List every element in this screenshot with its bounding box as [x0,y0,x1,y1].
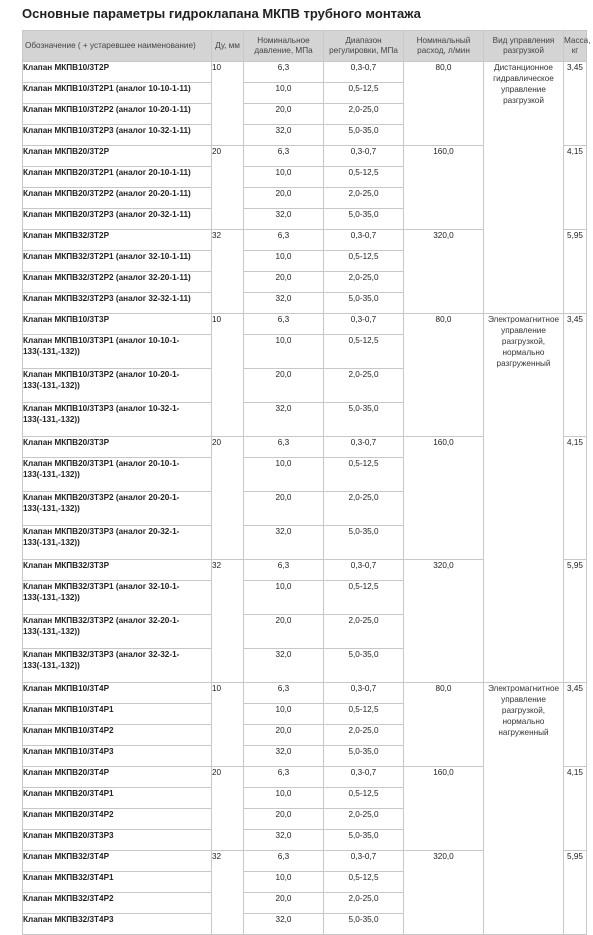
cell-range: 5,0-35,0 [324,403,404,437]
cell-range: 5,0-35,0 [324,746,404,767]
header-row [23,31,587,62]
table-row [23,314,587,335]
table-row [23,683,587,704]
cell-pressure: 6,3 [244,62,324,83]
cell-flow: 320,0 [404,851,484,935]
cell-control: Дистанционное гидравлическое управление разгрузкой [484,62,564,314]
cell-name: Клапан МКПВ20/3Т2Р [23,146,212,167]
cell-name: Клапан МКПВ10/3Т2Р3 (аналог 10-32-1-11) [23,125,212,146]
header-range: Диапазон регулировки, МПа [324,31,404,62]
cell-pressure: 32,0 [244,830,324,851]
cell-pressure: 20,0 [244,809,324,830]
cell-dn: 32 [212,851,244,935]
cell-range: 0,5-12,5 [324,167,404,188]
cell-flow: 160,0 [404,146,484,230]
cell-name: Клапан МКПВ32/3Т4Р [23,851,212,872]
cell-pressure: 32,0 [244,209,324,230]
cell-flow: 160,0 [404,767,484,851]
cell-pressure: 6,3 [244,560,324,581]
cell-range: 0,5-12,5 [324,872,404,893]
cell-mass: 3,45 [564,314,587,437]
cell-range: 2,0-25,0 [324,615,404,649]
cell-pressure: 10,0 [244,458,324,492]
cell-range: 2,0-25,0 [324,188,404,209]
cell-range: 0,3-0,7 [324,851,404,872]
page-title: Основные параметры гидроклапана МКПВ трубного монтажа [22,6,421,21]
cell-mass: 3,45 [564,62,587,146]
cell-name: Клапан МКПВ20/3Т3Р3 (аналог 20-32-1-133(-131,-132)) [23,526,212,560]
cell-name: Клапан МКПВ32/3Т4Р1 [23,872,212,893]
cell-range: 0,5-12,5 [324,83,404,104]
cell-name: Клапан МКПВ20/3Т2Р2 (аналог 20-20-1-11) [23,188,212,209]
cell-range: 2,0-25,0 [324,104,404,125]
cell-range: 5,0-35,0 [324,830,404,851]
cell-control: Электромагнитное управление разгрузкой, нормально разгруженный [484,314,564,683]
header-mass: Масса, кг [564,31,587,62]
cell-pressure: 6,3 [244,146,324,167]
cell-flow: 80,0 [404,683,484,767]
cell-pressure: 6,3 [244,230,324,251]
cell-pressure: 6,3 [244,314,324,335]
cell-name: Клапан МКПВ20/3Т2Р3 (аналог 20-32-1-11) [23,209,212,230]
header-control: Вид управления разгрузкой [484,31,564,62]
cell-flow: 160,0 [404,437,484,560]
cell-mass: 5,95 [564,851,587,935]
cell-range: 2,0-25,0 [324,893,404,914]
cell-pressure: 10,0 [244,167,324,188]
cell-name: Клапан МКПВ10/3Т4Р1 [23,704,212,725]
cell-range: 2,0-25,0 [324,809,404,830]
cell-pressure: 10,0 [244,872,324,893]
cell-mass: 5,95 [564,560,587,683]
cell-name: Клапан МКПВ10/3Т2Р2 (аналог 10-20-1-11) [23,104,212,125]
cell-mass: 4,15 [564,767,587,851]
cell-name: Клапан МКПВ10/3Т4Р2 [23,725,212,746]
cell-range: 0,5-12,5 [324,458,404,492]
cell-dn: 10 [212,62,244,146]
cell-range: 5,0-35,0 [324,209,404,230]
cell-pressure: 32,0 [244,649,324,683]
cell-name: Клапан МКПВ10/3Т3Р1 (аналог 10-10-1-133(-131,-132)) [23,335,212,369]
cell-pressure: 10,0 [244,335,324,369]
cell-name: Клапан МКПВ32/3Т3Р1 (аналог 32-10-1-133(-131,-132)) [23,581,212,615]
cell-pressure: 32,0 [244,914,324,935]
cell-range: 0,3-0,7 [324,314,404,335]
cell-range: 5,0-35,0 [324,293,404,314]
table-header [23,31,591,62]
cell-name: Клапан МКПВ32/3Т3Р3 (аналог 32-32-1-133(-131,-132)) [23,649,212,683]
cell-dn: 20 [212,437,244,560]
cell-range: 2,0-25,0 [324,492,404,526]
cell-pressure: 20,0 [244,725,324,746]
cell-pressure: 10,0 [244,704,324,725]
cell-name: Клапан МКПВ10/3Т3Р2 (аналог 10-20-1-133(-131,-132)) [23,369,212,403]
cell-flow: 320,0 [404,560,484,683]
cell-range: 5,0-35,0 [324,914,404,935]
cell-range: 2,0-25,0 [324,725,404,746]
cell-range: 0,5-12,5 [324,704,404,725]
cell-mass: 4,15 [564,146,587,230]
cell-dn: 32 [212,230,244,314]
cell-name: Клапан МКПВ20/3Т4Р1 [23,788,212,809]
cell-name: Клапан МКПВ32/3Т2Р3 (аналог 32-32-1-11) [23,293,212,314]
cell-name: Клапан МКПВ20/3Т3Р2 (аналог 20-20-1-133(-131,-132)) [23,492,212,526]
cell-range: 0,5-12,5 [324,251,404,272]
cell-pressure: 32,0 [244,125,324,146]
cell-range: 2,0-25,0 [324,272,404,293]
cell-pressure: 10,0 [244,788,324,809]
cell-name: Клапан МКПВ32/3Т4Р2 [23,893,212,914]
cell-pressure: 20,0 [244,893,324,914]
cell-pressure: 20,0 [244,272,324,293]
table-row [23,62,587,83]
header-pressure: Номинальное давление, МПа [244,31,324,62]
cell-name: Клапан МКПВ32/3Т2Р1 (аналог 32-10-1-11) [23,251,212,272]
header-name: Обозначение ( + устаревшее наименование) [23,31,212,62]
cell-name: Клапан МКПВ10/3Т2Р1 (аналог 10-10-1-11) [23,83,212,104]
cell-range: 0,3-0,7 [324,767,404,788]
cell-name: Клапан МКПВ20/3Т2Р1 (аналог 20-10-1-11) [23,167,212,188]
cell-pressure: 20,0 [244,104,324,125]
cell-flow: 320,0 [404,230,484,314]
cell-range: 0,3-0,7 [324,437,404,458]
cell-name: Клапан МКПВ20/3Т3Р [23,437,212,458]
cell-name: Клапан МКПВ10/3Т2Р [23,62,212,83]
cell-range: 0,5-12,5 [324,788,404,809]
cell-name: Клапан МКПВ10/3Т4Р3 [23,746,212,767]
cell-name: Клапан МКПВ32/3Т4Р3 [23,914,212,935]
cell-range: 0,3-0,7 [324,230,404,251]
cell-name: Клапан МКПВ32/3Т3Р2 (аналог 32-20-1-133(-131,-132)) [23,615,212,649]
cell-pressure: 6,3 [244,437,324,458]
cell-dn: 10 [212,683,244,767]
cell-range: 5,0-35,0 [324,649,404,683]
cell-name: Клапан МКПВ32/3Т3Р [23,560,212,581]
cell-pressure: 32,0 [244,746,324,767]
cell-name: Клапан МКПВ10/3Т4Р [23,683,212,704]
cell-name: Клапан МКПВ20/3Т4Р2 [23,809,212,830]
cell-range: 0,3-0,7 [324,560,404,581]
cell-range: 0,5-12,5 [324,335,404,369]
cell-pressure: 10,0 [244,251,324,272]
cell-flow: 80,0 [404,314,484,437]
cell-name: Клапан МКПВ10/3Т3Р [23,314,212,335]
cell-name: Клапан МКПВ10/3Т3Р3 (аналог 10-32-1-133(-131,-132)) [23,403,212,437]
cell-name: Клапан МКПВ32/3Т2Р [23,230,212,251]
cell-dn: 32 [212,560,244,683]
cell-range: 0,3-0,7 [324,146,404,167]
cell-pressure: 6,3 [244,683,324,704]
cell-control: Электромагнитное управление разгрузкой, нормально нагруженный [484,683,564,935]
cell-pressure: 6,3 [244,851,324,872]
cell-pressure: 32,0 [244,293,324,314]
cell-name: Клапан МКПВ20/3Т4Р [23,767,212,788]
cell-mass: 5,95 [564,230,587,314]
cell-pressure: 20,0 [244,369,324,403]
cell-pressure: 20,0 [244,615,324,649]
cell-name: Клапан МКПВ32/3Т2Р2 (аналог 32-20-1-11) [23,272,212,293]
cell-dn: 20 [212,767,244,851]
cell-pressure: 20,0 [244,492,324,526]
cell-pressure: 6,3 [244,767,324,788]
table-body [23,62,587,935]
cell-name: Клапан МКПВ20/3Т3Р3 [23,830,212,851]
cell-pressure: 32,0 [244,403,324,437]
cell-pressure: 32,0 [244,526,324,560]
cell-range: 5,0-35,0 [324,526,404,560]
cell-pressure: 20,0 [244,188,324,209]
cell-pressure: 10,0 [244,83,324,104]
cell-dn: 20 [212,146,244,230]
cell-range: 0,3-0,7 [324,62,404,83]
cell-range: 2,0-25,0 [324,369,404,403]
cell-dn: 10 [212,314,244,437]
cell-range: 5,0-35,0 [324,125,404,146]
cell-mass: 4,15 [564,437,587,560]
cell-pressure: 10,0 [244,581,324,615]
cell-mass: 3,45 [564,683,587,767]
cell-name: Клапан МКПВ20/3Т3Р1 (аналог 20-10-1-133(-131,-132)) [23,458,212,492]
cell-range: 0,5-12,5 [324,581,404,615]
cell-range: 0,3-0,7 [324,683,404,704]
parameters-table [22,30,591,935]
cell-flow: 80,0 [404,62,484,146]
header-flow: Номинальный расход, л/мин [404,31,484,62]
header-dn: Ду, мм [212,31,244,62]
